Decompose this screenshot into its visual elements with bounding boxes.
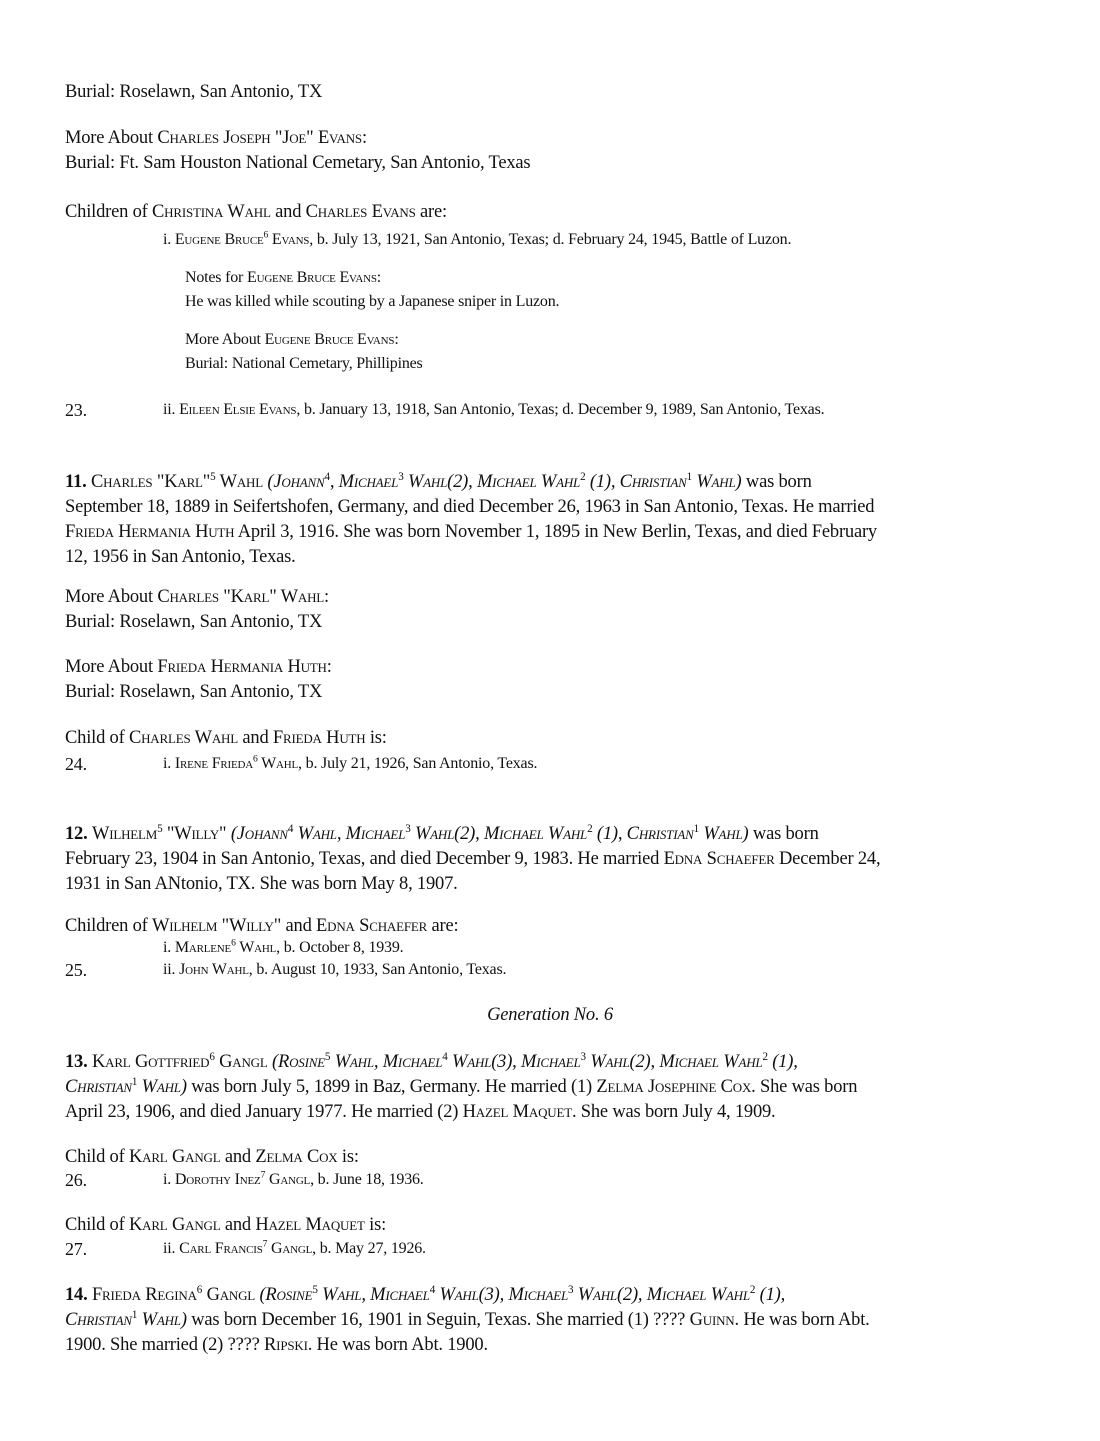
text: 12, 1956 in San Antonio, Texas. xyxy=(65,547,296,567)
text-line xyxy=(163,958,506,982)
text: and xyxy=(270,202,306,222)
text: Notes for xyxy=(185,269,247,286)
text: : xyxy=(376,269,382,286)
text-line xyxy=(185,266,559,290)
generation-superscript: 1 xyxy=(686,470,692,483)
person-entry-11 xyxy=(65,470,877,570)
text: More About xyxy=(65,128,158,148)
text-line xyxy=(65,470,877,495)
text: is: xyxy=(337,1147,359,1167)
person-number: 12. xyxy=(65,824,88,844)
generation-superscript: 2 xyxy=(749,1283,756,1296)
lineage: Wahl) xyxy=(137,1310,187,1330)
lineage: Wahl(2), Michael Wahl xyxy=(410,824,588,844)
child-entry xyxy=(163,936,403,960)
text-line xyxy=(65,520,877,545)
children-heading xyxy=(65,200,447,225)
lineage: Christian xyxy=(65,1310,132,1330)
person-name: Marlene xyxy=(174,939,232,956)
text: April 3, 1916. She was born November 1, 1895 in New Berlin, Texas, and died February xyxy=(234,522,877,542)
person-number: 11. xyxy=(65,472,87,492)
generation-superscript: 6 xyxy=(209,1050,215,1063)
text: 1900. She married (2) ???? xyxy=(65,1335,265,1355)
text: More About xyxy=(65,587,158,607)
text-line xyxy=(65,545,877,570)
person-name: Charles Wahl xyxy=(128,728,238,748)
generation-superscript: 1 xyxy=(131,1308,138,1321)
generation-superscript: 5 xyxy=(312,1283,318,1296)
person-name: Charles "Karl" xyxy=(90,472,211,492)
text: Children of xyxy=(65,202,153,222)
text: i. xyxy=(163,939,175,956)
generation-superscript: 6 xyxy=(196,1283,203,1296)
text: . He was born Abt. 1900. xyxy=(307,1335,488,1355)
person-name: Irene Frieda xyxy=(174,755,254,772)
person-name: Eugene Bruce Evans xyxy=(247,269,377,286)
child-entry xyxy=(65,752,538,776)
lineage: (1), Christian xyxy=(585,472,687,492)
text: was born December 16, 1901 in Seguin, Texas. She married (1) ???? xyxy=(186,1310,690,1330)
text: : xyxy=(361,128,367,148)
person-name: Karl Gottfried xyxy=(91,1052,210,1072)
person-name: Frieda Hermania Huth xyxy=(157,657,327,677)
text: i. xyxy=(163,1171,175,1188)
text: and xyxy=(237,728,273,748)
text-line xyxy=(0,1003,1100,1028)
text: . She was born xyxy=(751,1077,858,1097)
text-line xyxy=(65,1213,386,1238)
text-line xyxy=(185,328,423,352)
person-name: Gangl xyxy=(214,1052,268,1072)
text-line xyxy=(65,151,530,176)
person-name: Eileen Elsie Evans xyxy=(179,401,297,418)
person-number: 13. xyxy=(65,1052,88,1072)
person-name: Edna Schaefer xyxy=(663,849,775,869)
text: December 24, xyxy=(774,849,881,869)
person-name: Hazel Maquet xyxy=(255,1215,365,1235)
text: He was killed while scouting by a Japanese sniper in Luzon. xyxy=(185,293,560,310)
person-name: Wahl xyxy=(235,939,277,956)
generation-superscript: 3 xyxy=(567,1283,574,1296)
child-entry xyxy=(65,958,507,982)
generation-superscript: 2 xyxy=(587,822,593,835)
child-heading xyxy=(65,1213,386,1238)
person-name: Frieda Huth xyxy=(272,728,366,748)
text: , b. January 13, 1918, San Antonio, Texas; d. December 9, 1989, San Antonio, Texas. xyxy=(296,401,825,418)
text-line xyxy=(163,228,791,252)
text: Burial: Ft. Sam Houston National Cemetary, San Antonio, Texas xyxy=(65,153,531,173)
text-line xyxy=(65,1333,870,1358)
generation-superscript: 3 xyxy=(405,822,411,835)
lineage: (1), xyxy=(755,1285,786,1305)
text: More About xyxy=(185,331,265,348)
text-line xyxy=(65,610,329,635)
lineage: Wahl, Michael xyxy=(317,1285,430,1305)
person-name: Karl Gangl xyxy=(128,1215,221,1235)
text: Burial: Roselawn, San Antonio, TX xyxy=(65,82,323,102)
person-name: Hazel Maquet xyxy=(462,1102,572,1122)
more-about-eugene-bruce-evans xyxy=(185,328,423,376)
text: was born July 5, 1899 in Baz, Germany. He married (1) xyxy=(186,1077,597,1097)
text: Burial: Roselawn, San Antonio, TX xyxy=(65,612,323,632)
person-name: Ripski xyxy=(264,1335,308,1355)
text-line xyxy=(65,822,880,847)
text: i. xyxy=(163,755,175,772)
generation-superscript: 7 xyxy=(260,1169,266,1181)
person-name: Zelma Cox xyxy=(255,1147,338,1167)
person-name: Gangl xyxy=(267,1240,313,1257)
child-entry xyxy=(65,398,825,422)
text: was born xyxy=(741,472,812,492)
child-entry xyxy=(163,228,791,252)
text: : xyxy=(324,587,329,607)
person-name: Charles Joseph "Joe" Evans xyxy=(157,128,362,148)
text-line xyxy=(163,936,403,960)
text-line xyxy=(163,1168,424,1192)
person-entry-13 xyxy=(65,1050,857,1125)
text: April 23, 1906, and died January 1977. He married (2) xyxy=(65,1102,463,1122)
text-line xyxy=(163,1237,426,1261)
generation-superscript: 3 xyxy=(398,470,404,483)
person-name: Carl Francis xyxy=(179,1240,263,1257)
person-name: Frieda Hermania Huth xyxy=(65,522,235,542)
generation-superscript: 2 xyxy=(762,1050,768,1063)
person-name: Wilhelm "Willy" xyxy=(152,916,282,936)
text: Children of xyxy=(65,916,153,936)
text-line xyxy=(65,1050,857,1075)
more-about-charles-karl-wahl xyxy=(65,585,329,635)
generation-superscript: 6 xyxy=(231,937,236,949)
entry-number: 26. xyxy=(65,1170,87,1190)
generation-superscript: 6 xyxy=(253,753,258,765)
person-name: Charles Evans xyxy=(305,202,416,222)
person-name: Christina Wahl xyxy=(152,202,271,222)
lineage: Wahl(3), Michael xyxy=(435,1285,568,1305)
italic-text: Generation No. 6 xyxy=(487,1005,613,1025)
text: ii. xyxy=(163,1240,180,1257)
lineage: Wahl(2), Michael Wahl xyxy=(573,1285,750,1305)
person-entry-12 xyxy=(65,822,880,897)
generation-superscript: 2 xyxy=(580,470,586,483)
text: February 23, 1904 in San Antonio, Texas, and died December 9, 1983. He married xyxy=(65,849,664,869)
generation-superscript: 7 xyxy=(262,1238,268,1250)
entry-number: 23. xyxy=(65,400,87,420)
person-number: 14. xyxy=(65,1285,88,1305)
generation-superscript: 4 xyxy=(442,1050,448,1063)
person-name: Zelma Josephine Cox xyxy=(596,1077,752,1097)
lineage: Wahl, Michael xyxy=(293,824,406,844)
person-name: Gangl xyxy=(202,1285,256,1305)
child-heading xyxy=(65,726,387,751)
text-line xyxy=(65,585,329,610)
person-name: Edna Schaefer xyxy=(316,916,428,936)
text-line xyxy=(65,1308,870,1333)
text: was born xyxy=(748,824,819,844)
generation-superscript: 4 xyxy=(429,1283,436,1296)
text-line xyxy=(65,1283,870,1308)
generation-superscript: 1 xyxy=(693,822,699,835)
text: . He was born Abt. xyxy=(734,1310,870,1330)
lineage: (Rosine xyxy=(272,1052,325,1072)
text-line xyxy=(65,1075,857,1100)
text-line xyxy=(163,398,824,422)
lineage: , Michael xyxy=(329,472,399,492)
text: , b. October 8, 1939. xyxy=(276,939,404,956)
text-line xyxy=(65,495,877,520)
text: , b. June 18, 1936. xyxy=(310,1171,424,1188)
text: and xyxy=(220,1147,256,1167)
text: More About xyxy=(65,657,158,677)
lineage: (Rosine xyxy=(259,1285,313,1305)
text: Burial: National Cemetary, Phillipines xyxy=(185,355,423,372)
lineage: (Johann xyxy=(230,824,288,844)
burial-note xyxy=(65,80,322,105)
generation-superscript: 3 xyxy=(580,1050,586,1063)
generation-superscript: 4 xyxy=(287,822,294,835)
text: are: xyxy=(415,202,447,222)
lineage: (Johann xyxy=(267,472,325,492)
text: Child of xyxy=(65,1147,129,1167)
text-line xyxy=(185,290,559,314)
person-name: Karl Gangl xyxy=(128,1147,221,1167)
text: ii. xyxy=(163,401,180,418)
text-line xyxy=(65,1100,857,1125)
text: and xyxy=(281,916,317,936)
text: , b. May 27, 1926. xyxy=(312,1240,426,1257)
lineage: Wahl) xyxy=(691,472,742,492)
text: is: xyxy=(364,1215,387,1235)
generation-superscript: 5 xyxy=(157,822,163,835)
person-name: Evans xyxy=(268,231,310,248)
text: is: xyxy=(365,728,387,748)
text: are: xyxy=(427,916,459,936)
text: , b. July 13, 1921, San Antonio, Texas; d. February 24, 1945, Battle of Luzon. xyxy=(309,231,792,248)
lineage: Wahl) xyxy=(137,1077,187,1097)
lineage: Wahl(3), Michael xyxy=(447,1052,581,1072)
text: , b. July 21, 1926, San Antonio, Texas. xyxy=(298,755,538,772)
text-line xyxy=(65,200,447,225)
text: : xyxy=(326,657,332,677)
person-name: Wahl xyxy=(257,755,299,772)
text-line xyxy=(65,680,332,705)
lineage: (1), Christian xyxy=(592,824,694,844)
generation-superscript: 4 xyxy=(324,470,330,483)
text: Burial: Roselawn, San Antonio, TX xyxy=(65,682,323,702)
lineage: Wahl, Michael xyxy=(330,1052,443,1072)
text: , b. August 10, 1933, San Antonio, Texas. xyxy=(248,961,507,978)
child-heading xyxy=(65,1145,359,1170)
person-name: Dorothy Inez xyxy=(174,1171,261,1188)
child-entry xyxy=(65,1168,424,1192)
text-line xyxy=(65,872,880,897)
generation-superscript: 6 xyxy=(263,229,269,241)
text-line xyxy=(65,655,332,680)
text-line xyxy=(65,1145,359,1170)
more-about-frieda-hermania-huth xyxy=(65,655,332,705)
lineage: Wahl(2), Michael Wahl xyxy=(403,472,581,492)
text-line xyxy=(65,126,530,151)
text: : xyxy=(394,331,399,348)
text-line xyxy=(163,752,537,776)
more-about-charles-joseph-evans xyxy=(65,126,530,176)
entry-number: 25. xyxy=(65,960,87,980)
child-entry xyxy=(65,1237,426,1261)
text: Child of xyxy=(65,728,129,748)
text-line xyxy=(65,726,387,751)
text: and xyxy=(220,1215,256,1235)
text-line xyxy=(185,352,423,376)
person-name: Eugene Bruce Evans xyxy=(264,331,395,348)
generation-superscript: 5 xyxy=(210,470,216,483)
lineage: Christian xyxy=(65,1077,132,1097)
text: Child of xyxy=(65,1215,129,1235)
person-entry-14 xyxy=(65,1283,870,1358)
generation-superscript: 1 xyxy=(131,1075,138,1088)
notes-eugene-bruce-evans xyxy=(185,266,559,314)
text-line xyxy=(65,80,322,105)
entry-number: 24. xyxy=(65,754,87,774)
person-name: Wahl xyxy=(215,472,263,492)
text: . She was born July 4, 1909. xyxy=(571,1102,776,1122)
text: i. xyxy=(163,231,175,248)
person-name: John Wahl xyxy=(179,961,249,978)
text: September 18, 1889 in Seifertshofen, Germany, and died December 26, 1963 in San Antonio, Texas. He married xyxy=(65,497,875,517)
person-name: Eugene Bruce xyxy=(174,231,264,248)
generation-heading xyxy=(0,1003,1100,1028)
entry-number: 27. xyxy=(65,1239,87,1259)
person-name: Wilhelm xyxy=(91,824,158,844)
text-line xyxy=(65,847,880,872)
lineage: (1), xyxy=(767,1052,798,1072)
lineage: Wahl(2), Michael Wahl xyxy=(585,1052,763,1072)
person-name: Frieda Regina xyxy=(91,1285,197,1305)
lineage: Wahl) xyxy=(698,824,749,844)
person-name: "Willy" xyxy=(162,824,227,844)
generation-superscript: 5 xyxy=(324,1050,331,1063)
text: ii. xyxy=(163,961,180,978)
person-name: Guinn xyxy=(689,1310,735,1330)
person-name: Gangl xyxy=(265,1171,311,1188)
person-name: Charles "Karl" Wahl xyxy=(157,587,325,607)
text: 1931 in San ANtonio, TX. She was born May 8, 1907. xyxy=(65,874,458,894)
